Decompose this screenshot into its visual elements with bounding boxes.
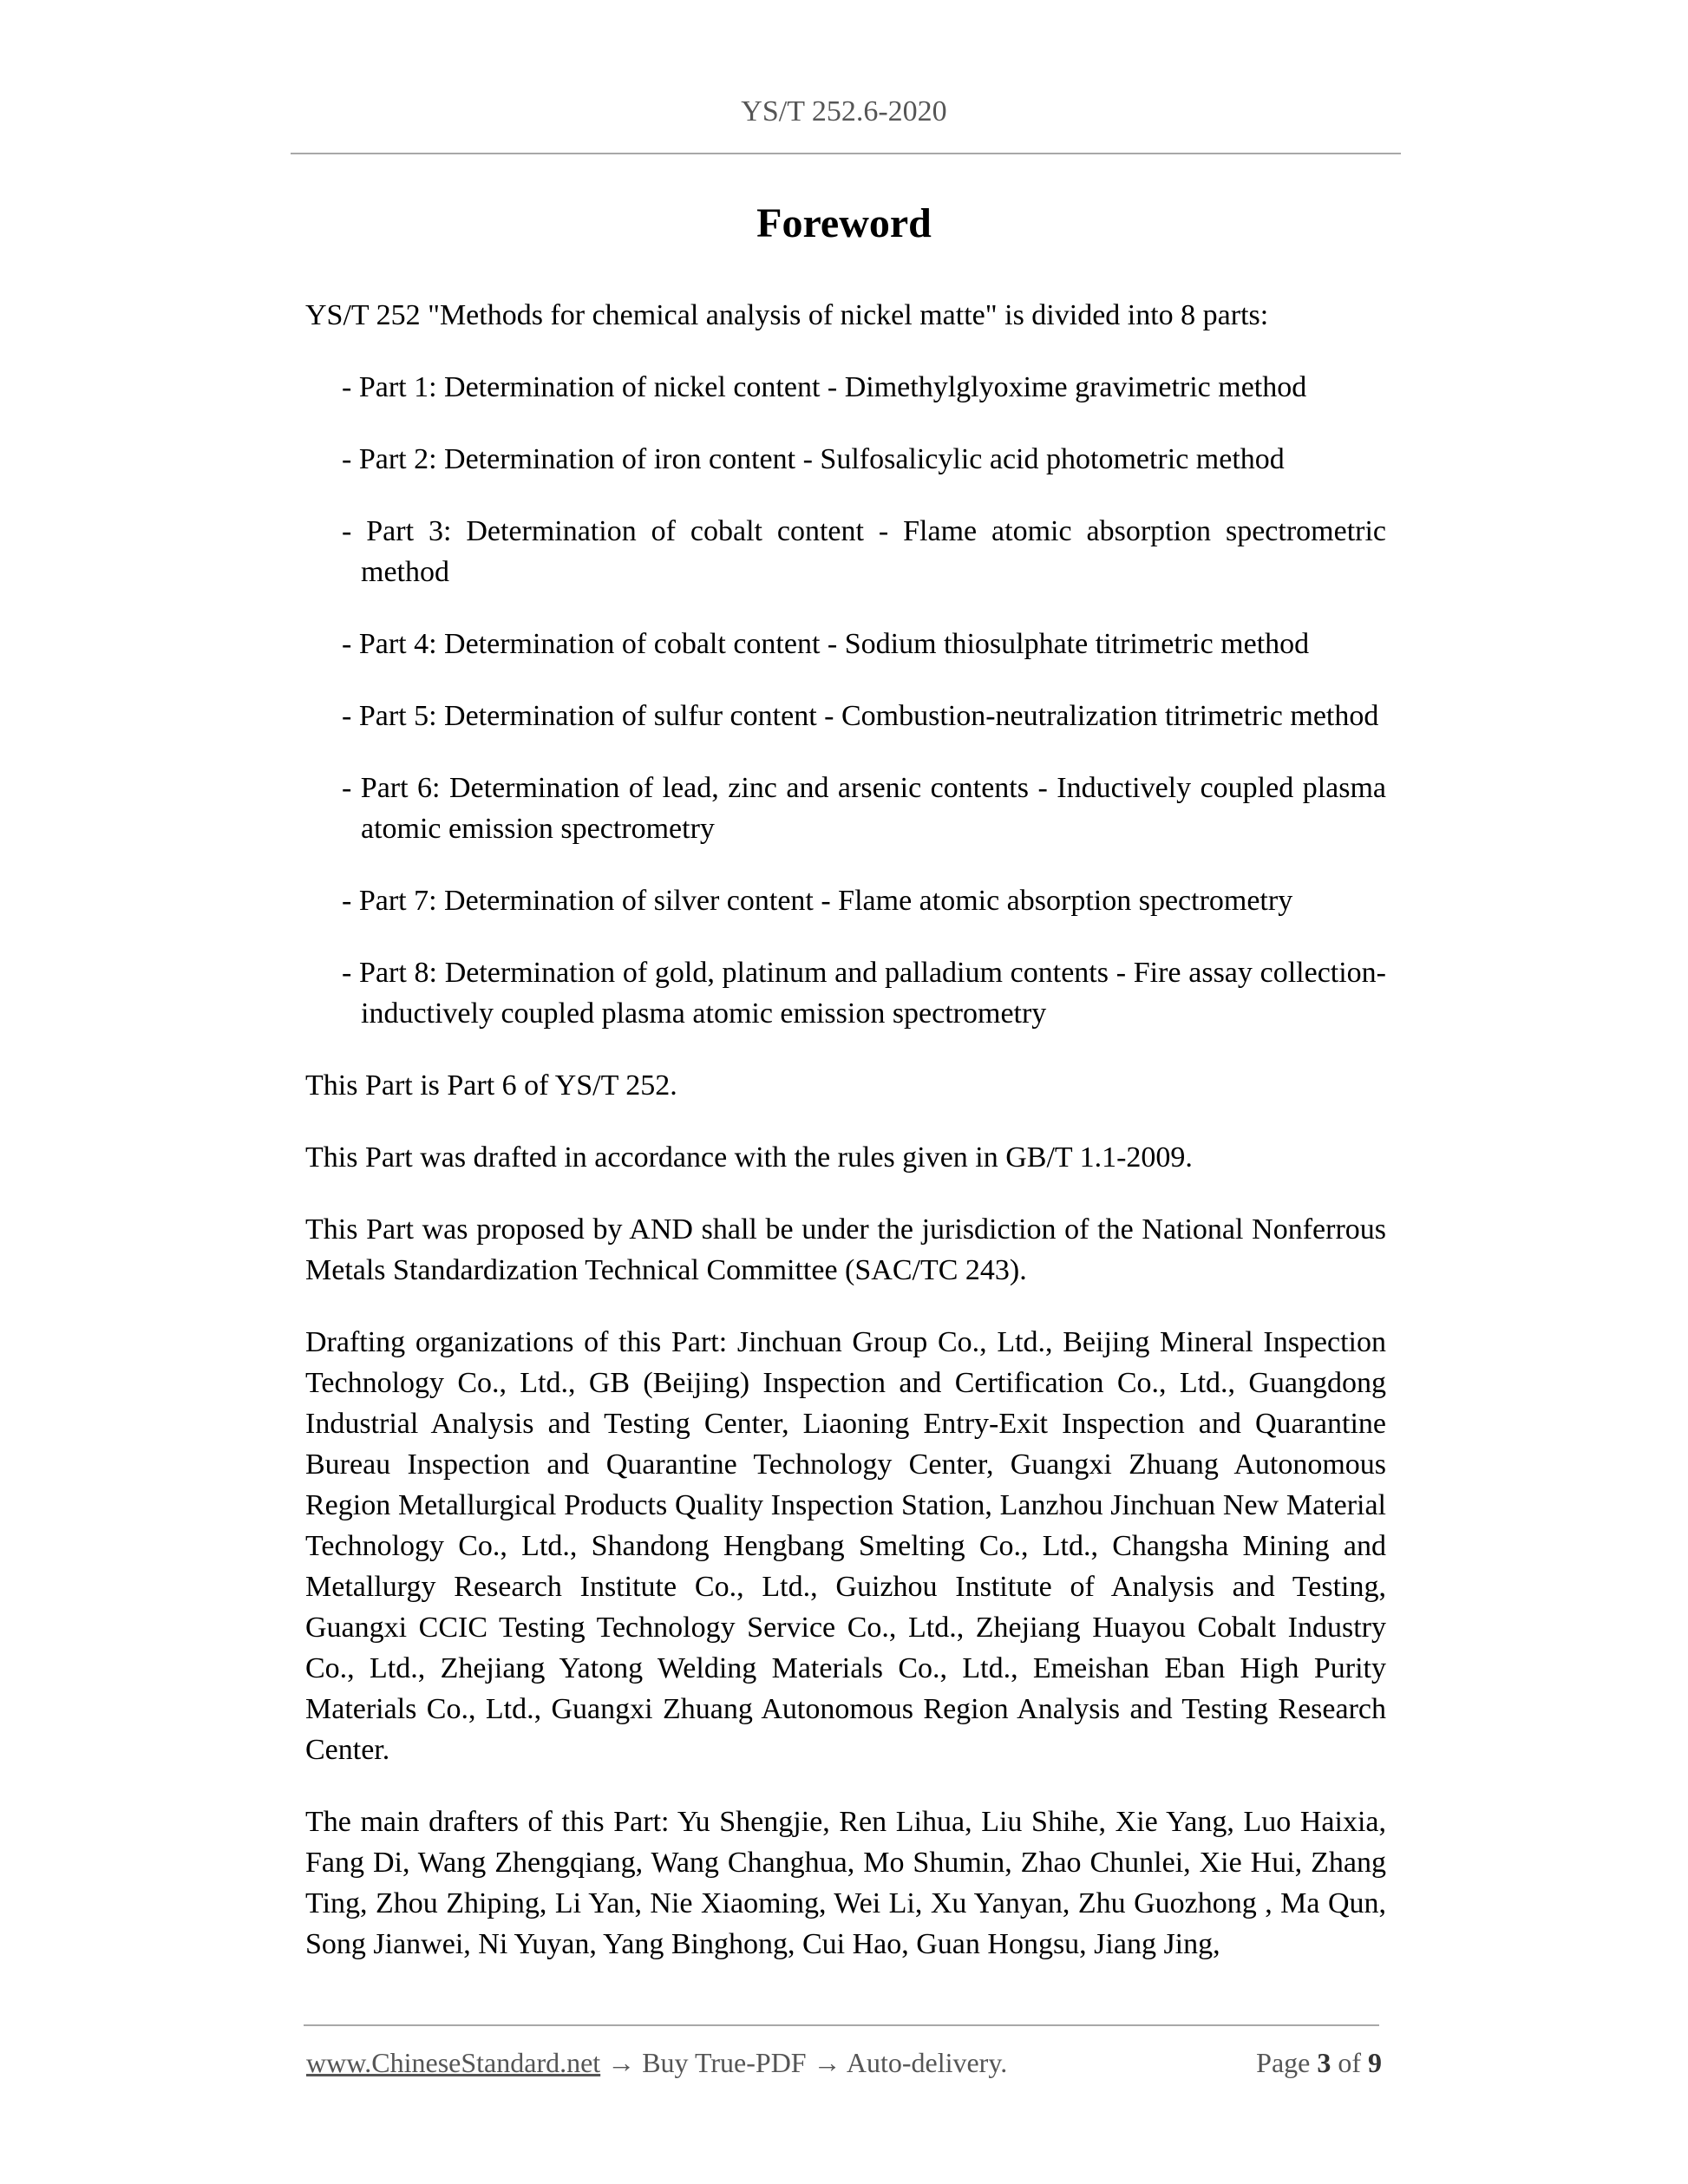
- document-body: [305, 295, 1386, 1996]
- footer-divider: [304, 2024, 1379, 2026]
- intro-paragraph: YS/T 252 "Methods for chemical analysis of nickel matte" is divided into 8 parts:: [305, 299, 1269, 331]
- footer-promo-text: → Buy True-PDF → Auto-delivery.: [600, 2047, 1008, 2078]
- main-drafters-paragraph: The main drafters of this Part: Yu Shengjie, Ren Lihua, Liu Shihe, Xie Yang, Luo Haixia, Fang Di, Wang Zhengqiang, Wang Changhua, Mo Shumin, Zhao Chunlei, Xie Hui, Zhang Ting, Zhou Zhiping, Li Yan, Nie Xiaoming, Wei Li, Xu Yanyan, Zhu Guozhong , Ma Qun, Song Jianwei, Ni Yuyan, Yang Binghong, Cui Hao, Guan Hongsu, Jiang Jing,: [305, 1806, 1386, 1960]
- list-item: - Part 3: Determination of cobalt content - Flame atomic absorption spectrometric method: [342, 515, 1386, 588]
- page-title: Foreword: [756, 200, 932, 246]
- page-number: [1256, 2047, 1382, 2079]
- drafting-rules-paragraph: This Part was drafted in accordance with the rules given in GB/T 1.1-2009.: [305, 1141, 1193, 1174]
- header-divider: [291, 153, 1401, 154]
- of-label: of: [1338, 2047, 1361, 2078]
- website-link[interactable]: www.ChineseStandard.net: [306, 2047, 601, 2078]
- footer-promo: [306, 2047, 1007, 2079]
- list-item: - Part 5: Determination of sulfur content - Combustion-neutralization titrimetric method: [342, 700, 1379, 732]
- list-item: - Part 2: Determination of iron content - Sulfosalicylic acid photometric method: [342, 443, 1285, 475]
- running-header: YS/T 252.6-2020: [741, 95, 947, 128]
- list-item: - Part 6: Determination of lead, zinc and arsenic contents - Inductively coupled plasma atomic emission spectrometry: [342, 772, 1386, 845]
- list-item: - Part 1: Determination of nickel content - Dimethylglyoxime gravimetric method: [342, 371, 1307, 403]
- page-label: Page: [1256, 2047, 1311, 2078]
- current-page: 3: [1317, 2047, 1331, 2078]
- list-item: - Part 8: Determination of gold, platinum and palladium contents - Fire assay collection-inductively coupled plasma atomic emission spectrometry: [342, 957, 1386, 1030]
- parts-list: [305, 367, 1386, 1034]
- total-pages: 9: [1368, 2047, 1382, 2078]
- part-designation-paragraph: This Part is Part 6 of YS/T 252.: [305, 1069, 677, 1102]
- drafting-organizations-paragraph: Drafting organizations of this Part: Jinchuan Group Co., Ltd., Beijing Mineral Inspection Technology Co., Ltd., GB (Beijing) Inspection and Certification Co., Ltd., Guangdong Industrial Analysis and Testing Center, Liaoning Entry-Exit Inspection and Quarantine Bureau Inspection and Quarantine Technology Center, Guangxi Zhuang Autonomous Region Metallurgical Products Quality Inspection Station, Lanzhou Jinchuan New Material Technology Co., Ltd., Shandong Hengbang Smelting Co., Ltd., Changsha Mining and Metallurgy Research Institute Co., Ltd., Guizhou Institute of Analysis and Testing, Guangxi CCIC Testing Technology Service Co., Ltd., Zhejiang Huayou Cobalt Industry Co., Ltd., Zhejiang Yatong Welding Materials Co., Ltd., Emeishan Eban High Purity Materials Co., Ltd., Guangxi Zhuang Autonomous Region Analysis and Testing Research Center.: [305, 1326, 1386, 1766]
- list-item: - Part 4: Determination of cobalt content - Sodium thiosulphate titrimetric method: [342, 628, 1310, 660]
- list-item: - Part 7: Determination of silver content - Flame atomic absorption spectrometry: [342, 885, 1293, 917]
- jurisdiction-paragraph: This Part was proposed by AND shall be under the jurisdiction of the National Nonferrous Metals Standardization Technical Committee (SAC/TC 243).: [305, 1213, 1386, 1286]
